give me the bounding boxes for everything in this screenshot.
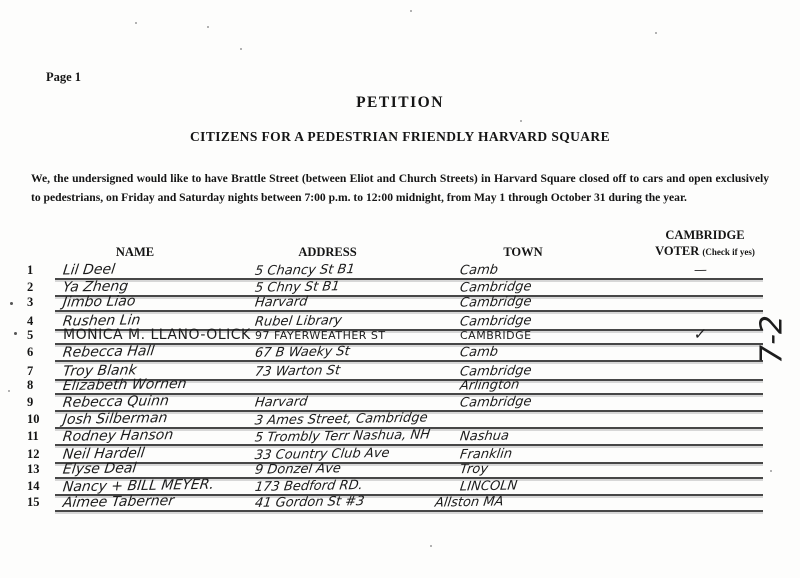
column-header-address: ADDRESS [298,245,357,259]
signature-name: Troy Blank [61,362,138,380]
row-number: 11 [27,429,39,443]
signature-town: Troy [459,461,489,478]
signature-town: Cambridge [458,394,533,411]
scan-noise-speck [135,22,137,24]
signature-town: Cambridge [458,363,533,380]
table-row [27,493,763,512]
row-number: 4 [27,314,34,328]
signature-name: MONICA M. LLANO-OLICK [63,327,251,343]
row-number: 1 [27,263,34,277]
signature-town: Nashua [459,428,510,445]
signature-address: 5 Chny St B1 [253,279,341,296]
voter-header-note: (Check if yes) [702,246,755,257]
signature-address: Rubel Library [253,313,343,330]
signature-address: 9 Donzel Ave [253,461,342,478]
table-row [27,343,763,362]
signature-address: 33 Country Club Ave [253,445,391,464]
voter-header-line2: VOTER (Check if yes) [655,243,755,258]
signature-address: Harvard [254,294,309,311]
signature-name: Rebecca Quinn [61,393,170,411]
signature-name: Elyse Deal [61,460,138,478]
signature-town: Cambridge [458,313,533,330]
row-number: 14 [27,479,40,493]
petition-title: PETITION [356,94,444,111]
margin-note-rotated: 7-2 [754,315,790,364]
signature-name: Ya Zheng [61,278,130,296]
row-number: 13 [27,462,40,476]
signature-town: Allston MA [433,494,505,511]
column-header-town: TOWN [503,245,543,259]
page-number-label: Page 1 [46,70,82,84]
scan-noise-speck [14,332,17,335]
signature-address: 97 FAYERWEATHER ST [255,329,386,342]
row-number: 5 [27,328,34,342]
column-header-name: NAME [115,245,155,259]
signature-name: Lil Deel [61,261,116,279]
signature-town: Camb [459,344,499,361]
voter-mark: — [692,262,708,279]
scan-noise-speck [655,32,657,34]
signature-name: Elizabeth Wornen [61,375,188,395]
signature-town: Cambridge [458,279,533,296]
signature-address: 5 Trombly Terr Nashua, NH [253,427,431,446]
column-header-cambridge-voter [645,228,765,259]
signature-address: 41 Gordon St #3 [253,494,366,511]
signature-name: Rushen Lin [61,312,142,330]
row-number: 3 [27,295,34,309]
signature-name: Rodney Hanson [61,427,175,445]
signature-town: Camb [459,262,499,279]
scan-noise-speck [520,120,522,122]
row-number: 12 [27,447,40,461]
row-number: 10 [27,412,40,426]
row-number: 7 [27,364,34,378]
row-number: 2 [27,280,34,294]
signature-address: 67 B Waeky St [253,344,351,361]
signature-town: Franklin [459,446,514,463]
signature-town: Arlington [459,377,521,394]
scan-noise-speck [207,26,209,28]
signature-name: Josh Silberman [61,410,169,428]
scan-noise-speck [10,302,13,305]
table-row [27,293,763,312]
scan-noise-speck [240,48,242,50]
voter-header-line1: CAMBRIDGE [665,228,745,242]
scan-noise-speck [8,390,10,392]
signature-name: Jimbo Liao [61,293,137,311]
signature-town: Cambridge [458,294,533,311]
table-row [27,427,763,446]
signature-address: Harvard [254,394,309,411]
row-number: 8 [27,378,34,392]
signature-address: 173 Bedford RD. [253,478,364,495]
petition-intro-paragraph: We, the undersigned would like to have Brattle Street (between Eliot and Church Streets) in Harvard Square closed off to cars and open exclusively to pedestrians, on Friday and Saturday nights between 7:00 p.m. to 12:00 midnight, from May 1 through October 31 during the year. [31,172,769,204]
signature-address: 73 Warton St [253,363,341,380]
row-number: 15 [27,495,40,509]
signature-name: Neil Hardell [61,445,146,463]
scan-noise-speck [410,10,412,12]
signature-town: CAMBRIDGE [460,329,532,342]
signature-name: Aimee Taberner [61,493,176,511]
row-number: 9 [27,395,34,409]
scan-noise-speck [430,545,432,547]
petition-subtitle: CITIZENS FOR A PEDESTRIAN FRIENDLY HARVARD SQUARE [190,129,610,144]
signature-address: 3 Ames Street, Cambridge [253,410,429,429]
signature-address: 5 Chancy St B1 [253,262,356,279]
voter-check-mark: ✓ [692,324,708,344]
signature-name: Nancy + BILL MEYER. [61,476,215,496]
scan-noise-speck [770,470,772,472]
signature-town: LINCOLN [459,478,519,495]
row-number: 6 [27,345,34,359]
signature-name: Rebecca Hall [61,343,156,361]
